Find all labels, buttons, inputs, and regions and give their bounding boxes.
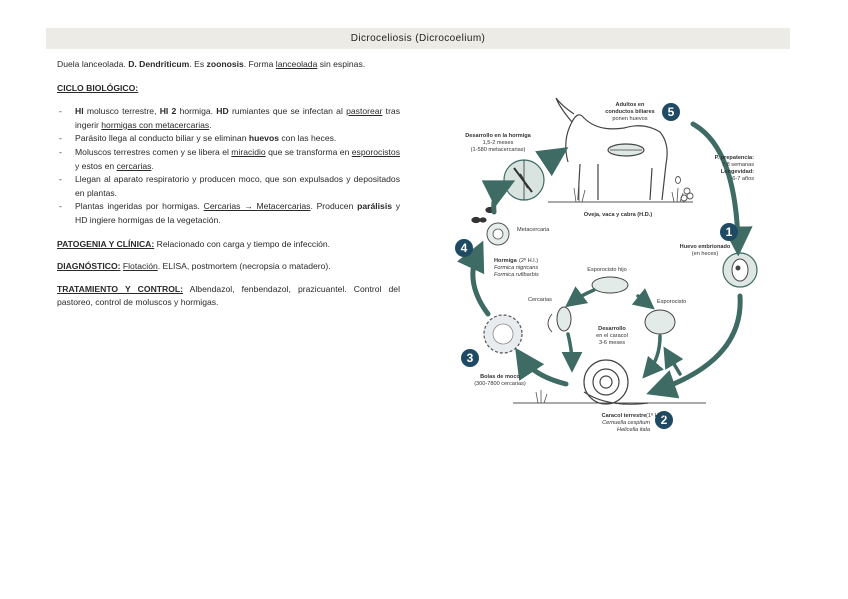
slime-ball-illustration [484, 315, 522, 353]
caracol-label: Caracol terrestre [601, 413, 647, 419]
item-text: molusco terrestre, [83, 106, 160, 117]
hormiga-dev-label: 1,5-2 meses [482, 140, 514, 146]
list-item [57, 105, 400, 132]
item-text: Llegan al aparato respiratorio y producen moco, que son expulsados y depositados en plantas. [75, 174, 400, 198]
bolas-label: Bolas de moco [480, 374, 520, 380]
prepatencia-value: 7-8 semanas [721, 162, 754, 168]
hormiga-label: (2º H.I.) [519, 258, 539, 264]
caracol-label: (1º H.I.) [646, 413, 666, 419]
huevos-term: huevos [248, 133, 279, 144]
list-item [57, 146, 400, 173]
tratamiento-heading: TRATAMIENTO Y CONTROL: [57, 283, 184, 294]
pastorear-term: pastorear [346, 106, 383, 117]
step-badge-5 [662, 103, 680, 121]
item-text: Plantas ingeridas por hormigas. [75, 201, 204, 212]
longevidad-value: 6-7 años [732, 176, 754, 182]
item-text: que se transforma en [265, 146, 352, 157]
embryonated-egg-illustration [723, 253, 757, 287]
species-name: D. Dendriticum [128, 59, 190, 69]
flotacion-term: Flotación [122, 261, 158, 272]
item-text: tras ingerir [75, 106, 401, 130]
hi2-term: HI 2 [159, 106, 177, 117]
metacercaria-label: Metacercaria [517, 227, 550, 233]
item-text: y HD ingiere hormigas de la vegetación. [75, 201, 401, 225]
step-number: 3 [466, 351, 474, 365]
item-text: . Producen [310, 201, 358, 212]
esporocisto-hijo-label: Esporocisto hijo [587, 267, 627, 273]
hormiga-label: Hormiga [494, 258, 517, 264]
lanceolada-term: lanceolada [275, 59, 318, 69]
hormigas-term: hormigas con metacercarias [101, 119, 210, 130]
title-bar [46, 28, 790, 49]
list-item [57, 132, 400, 146]
cercarias-term: cercarias [116, 160, 152, 171]
esporocistos-term: esporocistos [351, 146, 400, 157]
intro-text: Duela lanceolada. [57, 59, 129, 69]
item-text: y estos en [75, 160, 117, 171]
patogenia-heading: PATOGENIA Y CLÍNICA: [57, 238, 155, 249]
intro-text: . Forma [243, 59, 276, 69]
huevo-label: (en heces) [691, 251, 719, 257]
step-number: 4 [460, 241, 468, 255]
ciclo-list [57, 105, 400, 227]
intro-text: sin espinas. [317, 59, 366, 69]
ant-stage-illustration [504, 160, 544, 200]
item-text: hormiga. [176, 106, 217, 117]
esporocisto-label: Esporocisto [657, 299, 687, 305]
paralisis-term: parálisis [357, 201, 392, 212]
hormiga-species: Formica nigricans [494, 265, 539, 271]
adultos-label: ponen huevos [612, 116, 648, 122]
step-number: 1 [725, 225, 733, 239]
item-text: Moluscos terrestres comen y se libera el [75, 146, 232, 157]
snail-illustration [584, 360, 648, 404]
step-badge-3 [461, 349, 479, 367]
life-cycle-diagram [448, 92, 784, 438]
adultos-label: conductos biliares [605, 109, 655, 115]
longevidad-label: Longevidad: [720, 169, 754, 175]
zoonosis-term: zoonosis [206, 59, 244, 69]
list-item [57, 173, 400, 200]
diagnostico-text: . ELISA, postmortem (necropsia o matadero). [157, 261, 331, 272]
bolas-label: (300-7800 cercarias) [474, 381, 526, 387]
ant-illustration [472, 208, 494, 223]
step-badge-4 [455, 239, 473, 257]
item-text: Parásito llega al conducto biliar y se eliminan [75, 133, 249, 144]
page-title: Dicroceliosis (Dicrocoelium) [350, 33, 486, 44]
hd-term: HD [216, 106, 229, 117]
metacercaria-illustration [487, 223, 509, 245]
cercarias-label: Cercarias [528, 297, 552, 303]
caracol-species: Helicella itala [617, 427, 650, 433]
prepatencia-label: P. prepatencia: [714, 155, 754, 161]
step-number: 2 [660, 413, 668, 427]
text-column [57, 58, 400, 319]
hormiga-species: Formica rufibarbis [494, 272, 539, 278]
patogenia-paragraph [57, 238, 400, 252]
desarrollo-caracol-label: 3-6 meses [598, 340, 626, 346]
intro-text: . Es [189, 59, 207, 69]
tratamiento-text: Albendazol, fenbendazol, prazicuantel. Control del pastoreo, control de moluscos y hormigas. [57, 283, 400, 308]
desarrollo-caracol-label: Desarrollo [598, 326, 626, 332]
item-text: . [209, 119, 212, 130]
item-text: con las heces. [278, 133, 337, 144]
caracol-species: Cernuella cespitum [602, 420, 650, 426]
step-number: 5 [667, 105, 675, 119]
item-text: . [151, 160, 154, 171]
diagnostico-heading: DIAGNÓSTICO: [57, 261, 121, 272]
intro-paragraph [57, 58, 400, 72]
list-item [57, 200, 400, 227]
patogenia-text: Relacionado con carga y tiempo de infección. [154, 238, 331, 249]
host-label: Oveja, vaca y cabra (H.D.) [583, 212, 653, 218]
ciclo-heading: CICLO BIOLÓGICO: [57, 82, 139, 93]
miracidio-term: miracidio [231, 146, 266, 157]
adultos-label: Adultos en [615, 102, 645, 108]
diagnostico-paragraph [57, 260, 400, 274]
huevo-label: Huevo embrionado [679, 244, 731, 250]
tratamiento-paragraph [57, 283, 400, 310]
metacercarias-term: Cercarias → Metacercarias [203, 201, 311, 212]
step-badge-1 [720, 223, 738, 241]
hormiga-dev-label: Desarrollo en la hormiga [465, 133, 531, 139]
hi-term: HI [75, 106, 84, 117]
hormiga-dev-label: (1-580 metacercarias) [470, 147, 526, 153]
item-text: rumiantes que se infectan al [228, 106, 347, 117]
desarrollo-caracol-label: en el caracol [596, 333, 628, 339]
